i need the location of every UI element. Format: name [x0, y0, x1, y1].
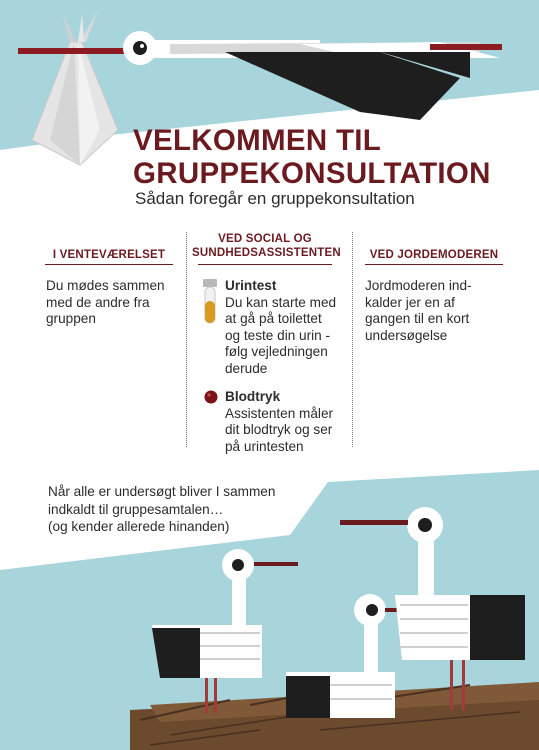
column-heading-midwife: VED JORDEMODEREN — [369, 249, 499, 261]
body-line: og teste din urin - — [225, 327, 331, 343]
heading-line: VED SOCIAL OG — [218, 233, 312, 245]
body-line: Jordmoderen ind- — [365, 278, 472, 293]
body-line: med de andre fra — [46, 294, 150, 310]
page-title — [133, 124, 491, 190]
column-divider — [352, 232, 353, 447]
body-line: følg vejledningen — [225, 344, 328, 359]
urine-test-block — [225, 278, 350, 377]
blood-drop-icon — [204, 390, 218, 404]
body-line: undersøgelse — [365, 327, 448, 343]
body-line: dit blodtryk og ser — [225, 422, 333, 437]
column-underline — [365, 264, 503, 265]
column-divider — [186, 232, 187, 447]
column-heading-waiting-room: I VENTEVÆRELSET — [52, 249, 166, 261]
column-body-waiting-room — [46, 278, 186, 328]
body-line: gruppen — [46, 311, 96, 326]
closing-line: indkaldt til gruppesamtalen… — [48, 501, 224, 517]
blood-pressure-label: Blodtryk — [225, 389, 281, 404]
column-underline — [198, 264, 332, 265]
title-line-1: VELKOMMEN TIL — [133, 124, 382, 157]
blood-pressure-block — [225, 389, 350, 455]
body-line: gangen til en kort — [365, 311, 470, 326]
column-heading-assistant — [192, 232, 341, 260]
urine-sample-tube-icon — [201, 279, 219, 325]
body-line: Du kan starte med — [225, 294, 337, 310]
heading-line: SUNDHEDSASSISTENTEN — [192, 247, 341, 259]
column-underline — [45, 264, 173, 265]
body-line: Assistenten måler — [225, 405, 334, 421]
body-line: at gå på toilettet — [225, 311, 322, 326]
page-subtitle: Sådan foregår en gruppekonsultation — [135, 189, 415, 208]
body-line: på urintesten — [225, 438, 304, 454]
closing-text — [48, 483, 275, 536]
body-line: kalder jer en af — [365, 294, 455, 310]
column-body-midwife — [365, 278, 515, 344]
body-line: derude — [225, 360, 268, 376]
body-line: Du mødes sammen — [46, 278, 165, 293]
urine-test-label: Urintest — [225, 278, 277, 293]
closing-line: (og kender allerede hinanden) — [48, 519, 230, 534]
closing-line: Når alle er undersøgt bliver I sammen — [48, 484, 276, 499]
title-line-2: GRUPPEKONSULTATION — [133, 157, 491, 190]
